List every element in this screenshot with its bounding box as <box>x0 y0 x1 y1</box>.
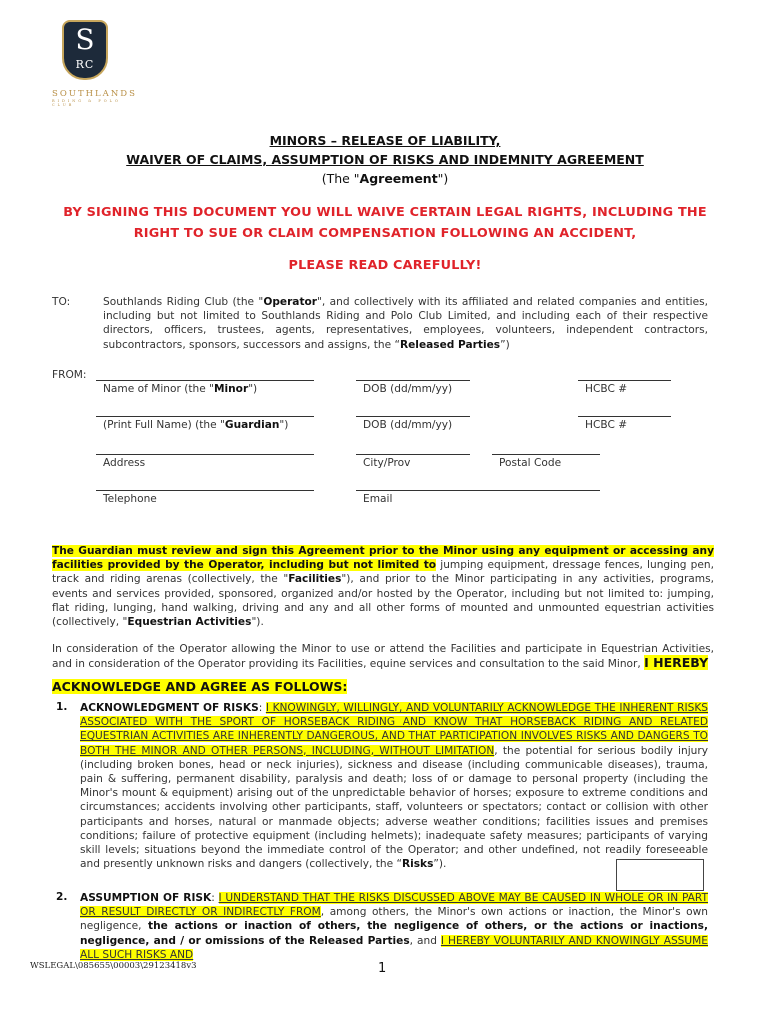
doc-title-line3 <box>0 171 770 186</box>
logo-letter: S <box>75 23 95 56</box>
guardian-hcbc-field[interactable] <box>578 416 671 417</box>
minor-term: Minor <box>213 383 249 395</box>
item1-number: 1. <box>56 701 68 713</box>
to-text-3: ”) <box>500 338 510 351</box>
item2-highlight: I UNDERSTAND THAT THE RISKS DISCUSSED ABOVE MAY BE CAUSED IN WHOLE OR IN PART OR RESULT DIRECTLY OR INDIRECTLY FROM <box>80 892 708 919</box>
club-logo <box>62 20 108 80</box>
initials-box[interactable] <box>616 859 704 891</box>
title-post: ") <box>437 171 449 186</box>
guardian-label-post: ") <box>279 419 289 431</box>
acknowledge-heading: ACKNOWLEDGE AND AGREE AS FOLLOWS: <box>52 679 348 694</box>
minor-hcbc-label: HCBC # <box>585 383 628 395</box>
guardian-text-1: jumping equipment, dressage fences, lunging pen, track and riding arenas (collectively, the " <box>52 559 715 586</box>
postal-code-label: Postal Code <box>499 457 562 469</box>
consideration-paragraph <box>52 642 714 671</box>
warning-line3: PLEASE READ CAREFULLY! <box>288 258 482 273</box>
from-label: FROM: <box>52 369 87 381</box>
item1-heading: ACKNOWLEDGMENT OF RISKS <box>80 702 259 714</box>
assumption-of-risk-clause <box>80 891 708 962</box>
item2-number: 2. <box>56 891 68 903</box>
warning-line1: BY SIGNING THIS DOCUMENT YOU WILL WAIVE CERTAIN LEGAL RIGHTS, INCLUDING THE <box>63 205 707 220</box>
item1-highlight: I KNOWINGLY, WILLINGLY, AND VOLUNTARILY ACKNOWLEDGE THE INHERENT RISKS ASSOCIATED WITH THE SPORT OF HORSEBACK RIDING AND KNOW THAT HORSEBACK RIDING AND RELATED EQUESTRIAN ACTIVITIES ARE INHERENTLY DANGEROUS, AND THAT PARTICIPATION INVOLVES RISKS AND DANGERS TO BOTH THE MINOR AND OTHER PERSONS, INCLUDING, WITHOUT LIMITATION <box>80 702 708 757</box>
doc-title-line2: WAIVER OF CLAIMS, ASSUMPTION OF RISKS AND INDEMNITY AGREEMENT <box>126 152 644 167</box>
released-parties-term: Released Parties <box>399 338 501 351</box>
guardian-highlight: The Guardian must review and sign this Agreement prior to the Minor using any equipment or accessing any facilities provided by the Operator, including but not limited to <box>52 545 714 572</box>
item2-bold-text: the actions or inaction of others, the negligence of others, or the actions or inactions, negligence, and / or omissions of the Released Parties <box>80 920 708 947</box>
city-field[interactable] <box>356 454 470 455</box>
email-field[interactable] <box>356 490 600 491</box>
guardian-hcbc-label: HCBC # <box>585 419 628 431</box>
equestrian-activities-term: Equestrian Activities <box>127 616 252 629</box>
to-body <box>103 295 708 352</box>
minor-name-field[interactable] <box>96 380 314 381</box>
guardian-term: Guardian <box>224 419 280 431</box>
guardian-name-label <box>103 419 288 431</box>
postal-code-field[interactable] <box>492 454 600 455</box>
document-id: WSLEGAL\085655\00003\29123418v3 <box>30 961 197 971</box>
to-text-2: ", and collectively with its affiliated and related companies and entities, including but not limited to Southlands Riding and Polo Club Limited, and including each of their respective directors, officers, trustees, agents, representatives, employees, volunteers, independent contractors, subcontractors, sponsors, successors and assigns, the “ <box>103 296 708 351</box>
minor-dob-label: DOB (dd/mm/yy) <box>363 383 453 395</box>
email-label: Email <box>363 493 393 505</box>
guardian-label-pre: (Print Full Name) (the " <box>103 419 225 431</box>
page-number: 1 <box>378 961 387 976</box>
item1-text-2: ”). <box>433 858 447 871</box>
guardian-dob-field[interactable] <box>356 416 470 417</box>
address-field[interactable] <box>96 454 314 455</box>
item2-text-1: , among others, the Minor's own actions or inaction, the Minor's own negligence, <box>80 906 708 933</box>
guardian-text-2: "), and prior to the Minor participating in any activities, programs, events and services provided, sponsored, organized and/or hosted by the Operator, including but not limited to: jumping, flat riding, lunging, hand walking, driving and any and all other forms of mounted and unmounted equestrian activities (collectively, " <box>52 573 714 629</box>
title-agreement: Agreement <box>359 171 438 186</box>
acknowledgment-of-risks-clause <box>80 701 708 871</box>
operator-term: Operator <box>263 296 318 308</box>
risks-term: Risks <box>401 858 434 871</box>
address-label: Address <box>103 457 146 469</box>
item1-text-1: , the potential for serious bodily injury (including broken bones, head or neck injuries), sickness and disease (including communicable diseases), trauma, pain & suffering, permanent disability, paralysis and death; loss of or damage to personal property (including the Minor's mount & equipment) arising out of the unpredictable behavior of horses; exposure to extreme conditions and circumstances; accidents involving other participants, staff, volunteers or spectators; contact or collision with other participants and horses, natural or manmade objects; adverse weather conditions; facilities issues and premises conditions; failure of protective equipment (including helmets); inadequate safety measures; participants of varying skill levels; situations beyond the immediate control of the Operator; and other undefined, not readily foreseeable and presently unknown risks and dangers (collectively, the “ <box>80 744 708 871</box>
minor-label-pre: Name of Minor (the " <box>103 383 214 395</box>
warning-line2: RIGHT TO SUE OR CLAIM COMPENSATION FOLLOWING AN ACCIDENT, <box>133 226 637 241</box>
guardian-text-3: "). <box>251 616 264 629</box>
guardian-name-field[interactable] <box>96 416 314 417</box>
minor-label-post: ") <box>248 383 258 395</box>
to-label: TO: <box>52 296 71 308</box>
item2-colon: : <box>211 892 219 904</box>
telephone-label: Telephone <box>103 493 157 505</box>
minor-dob-field[interactable] <box>356 380 470 381</box>
guardian-dob-label: DOB (dd/mm/yy) <box>363 419 453 431</box>
consideration-text: In consideration of the Operator allowing the Minor to use or attend the Facilities and participate in Equestrian Activities, and in consideration of the Operator providing its Facilities, equine services and consultation to the said Minor, <box>52 643 714 671</box>
hereby-highlight: I HEREBY <box>644 655 709 671</box>
to-text-1: Southlands Riding Club (the " <box>103 296 264 308</box>
guardian-paragraph <box>52 544 714 629</box>
brand-name: SOUTHLANDS <box>52 89 137 99</box>
brand-subtitle: RIDING & POLO CLUB <box>52 99 121 107</box>
item2-text-2: , and <box>409 934 441 947</box>
item2-heading: ASSUMPTION OF RISK <box>80 892 212 904</box>
logo-initials: RC <box>75 58 95 71</box>
minor-hcbc-field[interactable] <box>578 380 671 381</box>
item1-colon: : <box>258 702 266 714</box>
minor-name-label <box>103 383 257 395</box>
title-pre: (The " <box>321 171 360 186</box>
city-label: City/Prov <box>363 457 411 469</box>
doc-title-line1: MINORS – RELEASE OF LIABILITY, <box>269 133 501 148</box>
item2-highlight-2: I HEREBY VOLUNTARILY AND KNOWINGLY ASSUME ALL SUCH RISKS AND <box>80 934 708 961</box>
telephone-field[interactable] <box>96 490 314 491</box>
facilities-term: Facilities <box>288 573 342 586</box>
